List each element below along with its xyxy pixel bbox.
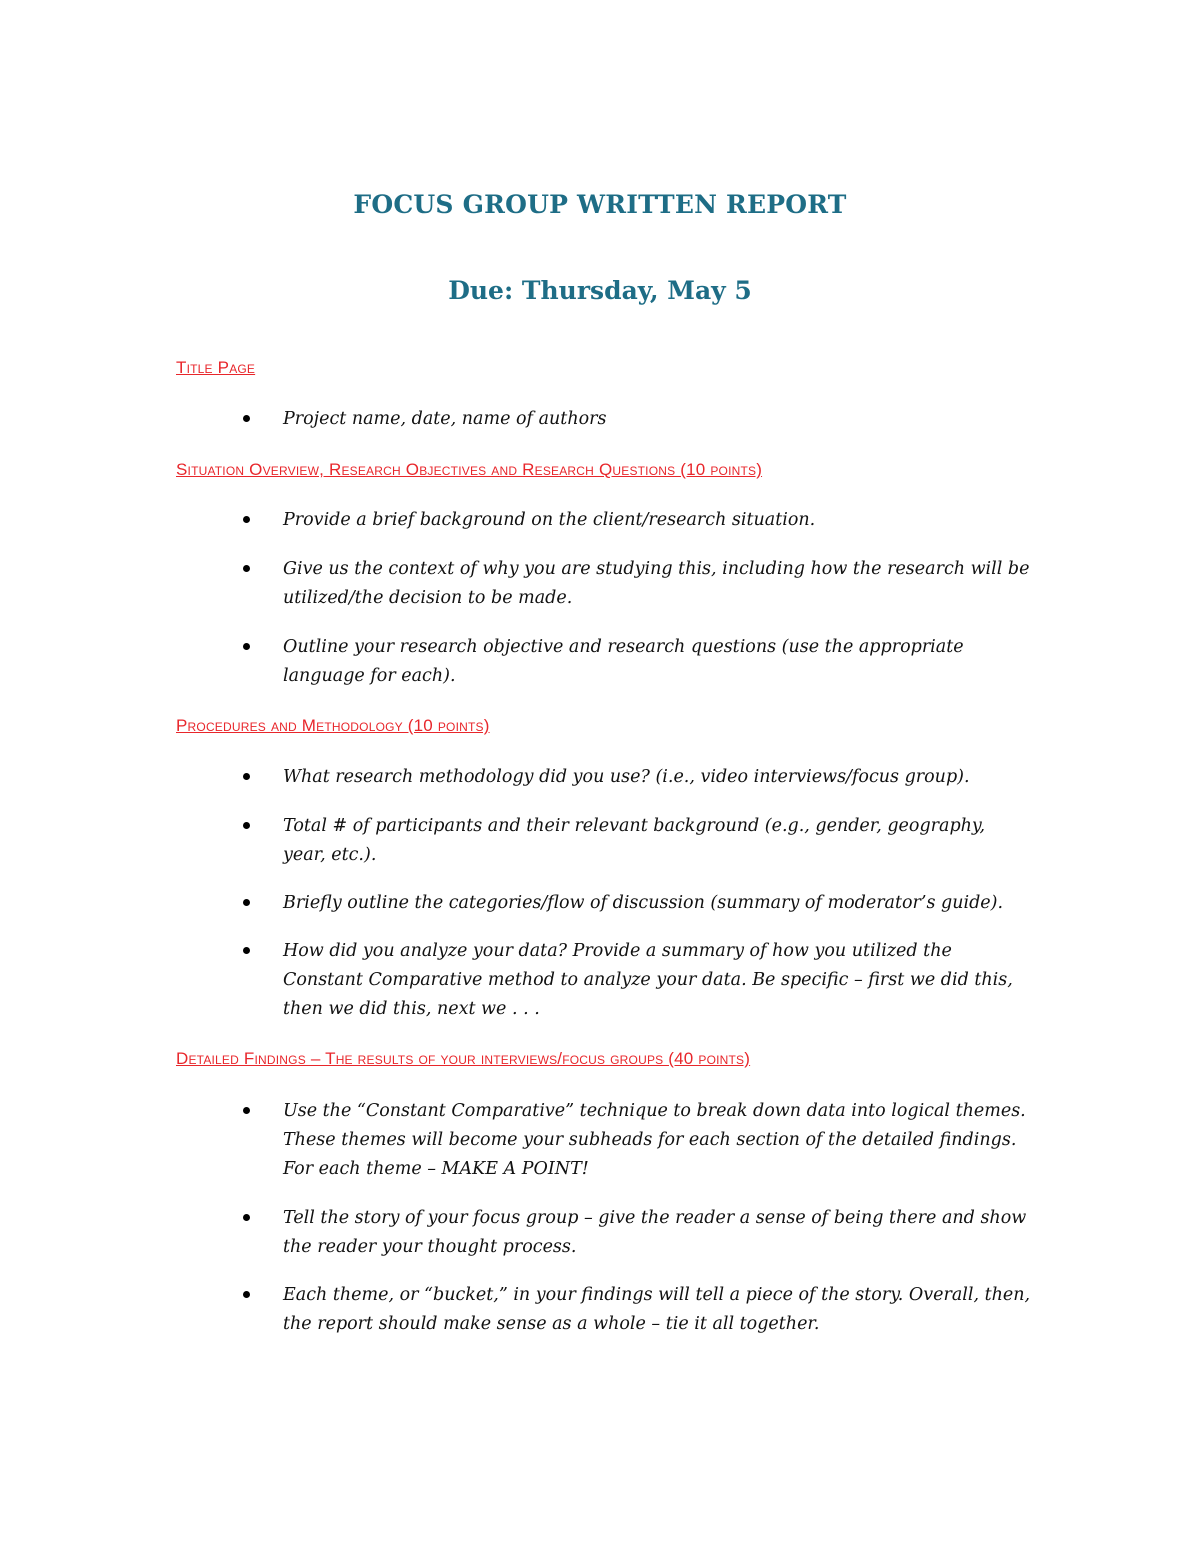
bullet-icon [243,947,250,954]
list-item-text: Tell the story of your focus group – give the reader a sense of being there and show the reader your thought process. [283,1208,1027,1257]
bullet-icon [243,773,250,780]
list-item-text: Provide a brief background on the client/research situation. [283,510,816,530]
list-item-text: Use the “Constant Comparative” technique to break down data into logical themes. These themes will become your subheads for each section of the detailed findings. For each theme – MAKE A POINT! [283,1101,1026,1179]
document-title: FOCUS GROUP WRITTEN REPORT [353,190,847,219]
bullet-icon [243,565,250,572]
list-item-text: What research methodology did you use? (i.e., video interviews/focus group). [283,767,970,787]
bullet-icon [243,516,250,523]
section-heading-title-page: Title Page [176,358,256,377]
list-item-text: Each theme, or “bucket,” in your findings will tell a piece of the story. Overall, then, the report should make sense as a whole – tie it all together. [283,1285,1031,1334]
list-item-text: Outline your research objective and research questions (use the appropriate language for each). [283,637,964,686]
bullet-icon [243,822,250,829]
bullet-icon [243,1107,250,1114]
bullet-icon [243,643,250,650]
bullet-icon [243,899,250,906]
bullet-icon [243,415,250,422]
bullet-icon [243,1291,250,1298]
list-item-text: Project name, date, name of authors [283,409,607,429]
due-date: Due: Thursday, May 5 [448,276,752,305]
section-heading-detailed-findings: Detailed Findings – The results of your interviews/focus groups (40 points) [176,1049,751,1068]
list-item-text: Give us the context of why you are studying this, including how the research will be utilized/the decision to be made. [283,559,1030,608]
list-item-text: How did you analyze your data? Provide a summary of how you utilized the Constant Comparative method to analyze your data. Be specific – first we did this, then we did this, next we . . . [283,941,1013,1019]
section-heading-procedures: Procedures and Methodology (10 points) [176,716,490,735]
list-item-text: Briefly outline the categories/flow of discussion (summary of moderator’s guide). [283,893,1004,913]
list-item-text: Total # of participants and their relevant background (e.g., gender, geography, year, etc.). [283,816,986,865]
section-heading-situation-overview: Situation Overview, Research Objectives and Research Questions (10 points) [176,460,763,479]
bullet-icon [243,1214,250,1221]
